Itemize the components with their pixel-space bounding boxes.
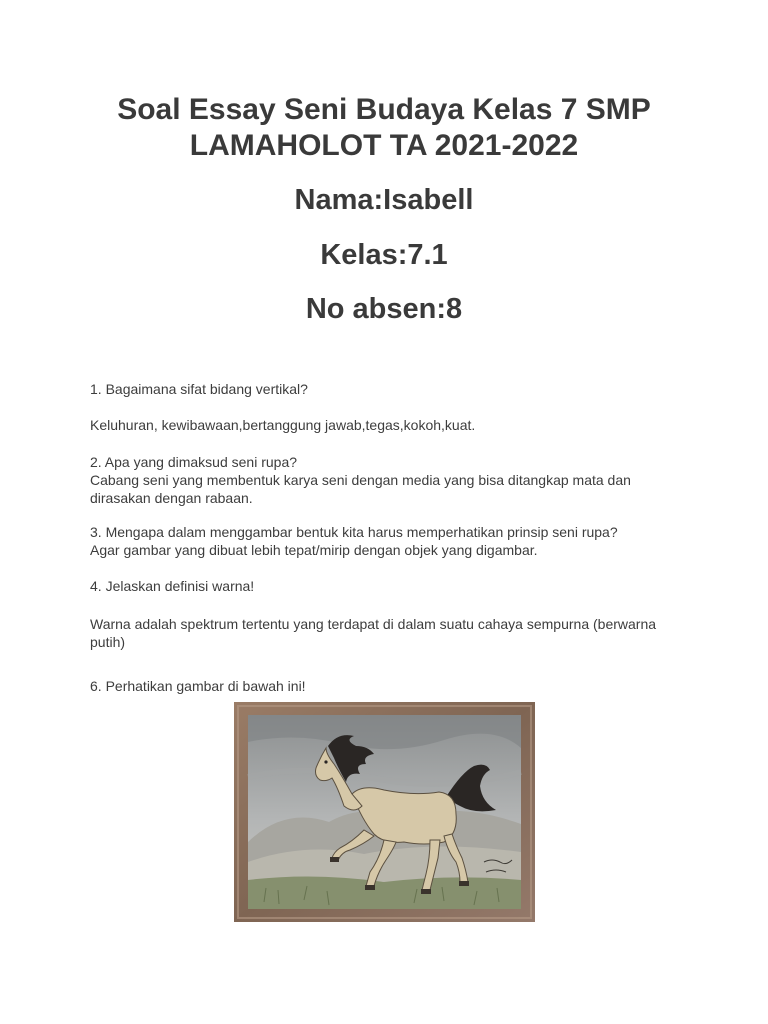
question-3: 3. Mengapa dalam menggambar bentuk kita harus memperhatikan prinsip seni rupa? bbox=[90, 524, 618, 540]
question-2: 2. Apa yang dimaksud seni rupa? bbox=[90, 454, 298, 470]
answer-3: Agar gambar yang dibuat lebih tepat/mirip dengan objek yang digambar. bbox=[90, 542, 538, 558]
question-1: 1. Bagaimana sifat bidang vertikal? bbox=[90, 381, 308, 397]
document-title-line-2: LAMAHOLOT TA 2021-2022 bbox=[189, 129, 579, 162]
question-4: 4. Jelaskan definisi warna! bbox=[90, 578, 255, 594]
answer-2: Cabang seni yang membentuk karya seni dengan media yang bisa ditangkap mata dan dirasakan dengan rabaan. bbox=[90, 472, 631, 506]
question-6: 6. Perhatikan gambar di bawah ini! bbox=[90, 678, 306, 694]
horse-painting-image bbox=[234, 702, 535, 922]
document-title-line-1: Soal Essay Seni Budaya Kelas 7 SMP bbox=[117, 93, 651, 126]
answer-1: Keluhuran, kewibawaan,bertanggung jawab,tegas,kokoh,kuat. bbox=[90, 417, 476, 433]
student-absen-number: No absen:8 bbox=[305, 293, 463, 325]
student-name: Nama:Isabell bbox=[294, 184, 474, 216]
student-class: Kelas:7.1 bbox=[320, 239, 448, 271]
answer-4: Warna adalah spektrum tertentu yang terdapat di dalam suatu cahaya sempurna (berwarna putih) bbox=[90, 616, 657, 650]
